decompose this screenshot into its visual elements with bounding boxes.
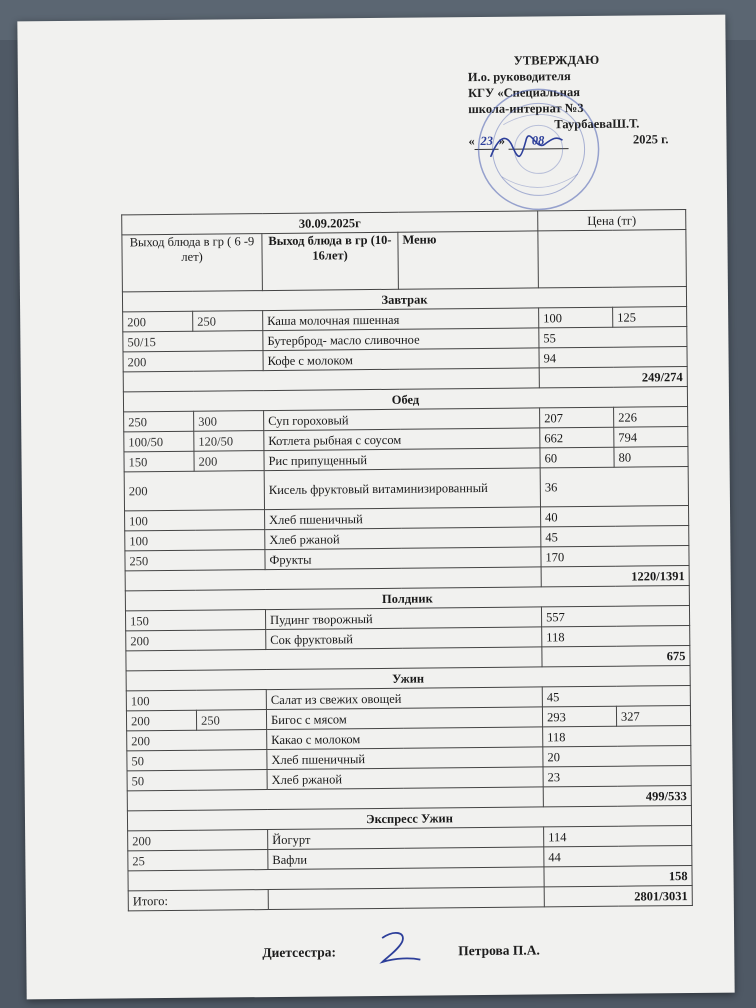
portion-young: 200 (123, 351, 263, 372)
price-old: 327 (616, 705, 690, 726)
dish-name: Хлеб ржаной (267, 767, 543, 790)
dietitian-label: Диетсестра: (262, 944, 337, 961)
price-header-empty (538, 230, 687, 288)
dish-name: Салат из свежих овощей (266, 687, 542, 710)
table-header-row (122, 230, 687, 292)
dish-name: Хлеб пшеничный (265, 507, 541, 530)
dish-name: Котлета рыбная с соусом (264, 428, 540, 451)
approval-day: 23 (475, 133, 499, 150)
price-young: 557 (541, 605, 689, 626)
price-young: 114 (544, 825, 692, 846)
portion-young: 50 (127, 750, 267, 771)
approval-year: 2025 г. (632, 132, 669, 147)
portion-young: 250 (124, 411, 194, 432)
price-young: 170 (541, 545, 689, 566)
price-young: 45 (541, 525, 689, 546)
portion-young: 100 (125, 530, 265, 551)
col-menu-header: Меню (398, 231, 539, 289)
price-young: 20 (543, 745, 691, 766)
section-title: Экспресс Ужин (127, 805, 691, 830)
dish-name: Йогурт (268, 827, 544, 850)
menu-date: 30.09.2025г (122, 211, 538, 235)
portion-young: 250 (125, 550, 265, 571)
portion-young: 100/50 (124, 431, 194, 452)
approval-line-3: школа-интернат №3 (468, 100, 584, 117)
price-old: 125 (613, 307, 687, 328)
price-young: 118 (543, 725, 691, 746)
itogo-value: 2801/3031 (544, 885, 692, 906)
approval-line-1: И.о. руководителя (467, 69, 571, 85)
portion-young: 200 (124, 471, 264, 511)
portion-young: 200 (126, 710, 196, 731)
price-young: 44 (544, 845, 692, 866)
price-old: 794 (614, 427, 688, 448)
price-old: 226 (614, 407, 688, 428)
approval-signer: ТаурбаеваШ.Т. (554, 116, 640, 132)
dish-name: Сок фруктовый (266, 627, 542, 650)
portion-old: 120/50 (194, 431, 264, 452)
portion-young: 50/15 (123, 331, 263, 352)
price-header: Цена (тг) (538, 210, 686, 231)
price-old: 80 (614, 447, 688, 468)
col-young-header: Выход блюда в гр ( 6 -9 лет) (122, 234, 263, 292)
section-total: 158 (544, 865, 692, 886)
price-young: 293 (542, 706, 616, 727)
price-young: 40 (541, 506, 689, 527)
dish-name: Хлеб ржаной (265, 527, 541, 550)
portion-young: 200 (127, 730, 267, 751)
price-young: 100 (539, 307, 613, 328)
menu-table (121, 209, 693, 911)
menu-item-row (124, 467, 688, 511)
dish-name: Пудинг творожный (265, 607, 541, 630)
dish-name: Кисель фруктовый витаминизированный (264, 468, 540, 510)
itogo-label: Итого: (128, 890, 268, 911)
dish-name: Хлеб пшеничный (267, 747, 543, 770)
approval-month: 08 (508, 132, 568, 150)
price-young: 118 (542, 625, 690, 646)
portion-young: 200 (126, 630, 266, 651)
approval-title: УТВЕРЖДАЮ (513, 52, 600, 68)
section-total: 499/533 (543, 785, 691, 806)
dietitian-signature-icon (372, 927, 432, 968)
price-young: 207 (540, 407, 614, 428)
dish-name: Фрукты (265, 547, 541, 570)
price-young: 60 (540, 447, 614, 468)
section-total: 1220/1391 (541, 565, 689, 586)
dish-name: Бигос с мясом (266, 707, 542, 730)
col-old-header: Выход блюда в гр (10-16лет) (262, 232, 399, 290)
dish-name: Суп гороховый (264, 408, 540, 431)
approval-date: « 23 » 08 2025 г. (468, 132, 669, 149)
dish-name: Бутерброд- масло сливочное (263, 328, 539, 351)
section-title: Обед (123, 387, 687, 412)
portion-old: 250 (196, 710, 266, 731)
grand-total-row (128, 885, 692, 910)
menu-document (17, 15, 734, 1000)
dietitian-name: Петрова П.А. (458, 942, 540, 959)
empty-cell (268, 887, 544, 910)
portion-young: 25 (128, 850, 268, 871)
price-young: 23 (543, 765, 691, 786)
portion-old: 250 (193, 311, 263, 332)
price-young: 662 (540, 427, 614, 448)
dish-name: Кофе с молоком (263, 348, 539, 371)
section-title: Полдник (125, 585, 689, 610)
price-young: 94 (539, 347, 687, 368)
approval-line-2: КГУ «Специальная (467, 85, 581, 101)
price-young: 36 (540, 467, 688, 507)
portion-young: 150 (124, 451, 194, 472)
dish-name: Какао с молоком (267, 727, 543, 750)
director-signature-icon (486, 126, 566, 167)
portion-old: 300 (194, 411, 264, 432)
portion-young: 100 (126, 690, 266, 711)
section-total: 249/274 (539, 367, 687, 388)
section-title: Ужин (126, 665, 690, 690)
section-title: Завтрак (122, 287, 686, 312)
footer (262, 942, 622, 961)
dish-name: Каша молочная пшенная (263, 308, 539, 331)
section-total: 675 (542, 645, 690, 666)
portion-young: 150 (125, 610, 265, 631)
portion-young: 100 (125, 510, 265, 531)
portion-old: 200 (194, 451, 264, 472)
portion-young: 200 (123, 311, 193, 332)
dish-name: Вафли (268, 847, 544, 870)
portion-young: 200 (128, 830, 268, 851)
price-young: 45 (542, 685, 690, 706)
price-young: 55 (539, 327, 687, 348)
dish-name: Рис припущенный (264, 448, 540, 471)
portion-young: 50 (127, 770, 267, 791)
